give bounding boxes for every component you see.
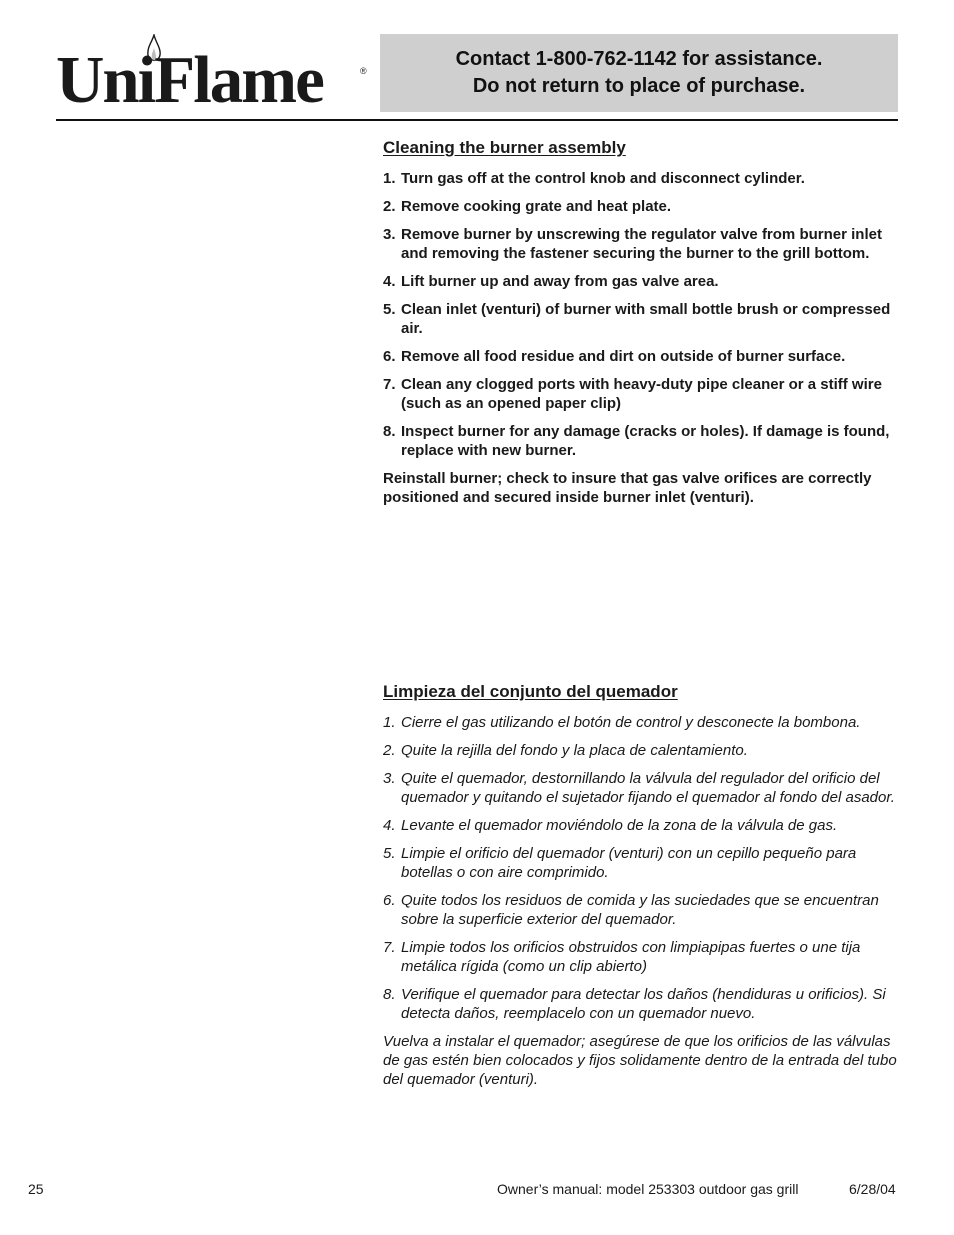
spanish-steps: [383, 713, 898, 1023]
step-text: Lift burner up and away from gas valve area.: [401, 273, 719, 290]
step-text: Limpie el orificio del quemador (venturi) con un cepillo pequeño para botellas o con aire comprimido.: [401, 845, 857, 881]
list-item: [383, 816, 898, 835]
page-number: 25: [28, 1181, 44, 1197]
list-item: [383, 197, 898, 216]
registered-mark: ®: [360, 66, 367, 76]
list-item: [383, 713, 898, 732]
step-number: 4.: [383, 273, 396, 290]
step-text: Turn gas off at the control knob and disconnect cylinder.: [401, 170, 805, 187]
step-number: 8.: [383, 423, 396, 440]
step-number: 4.: [383, 817, 396, 834]
brand-name: UniFlame: [56, 43, 323, 117]
step-text: Cierre el gas utilizando el botón de control y desconecte la bombona.: [401, 714, 861, 731]
list-item: [383, 169, 898, 188]
step-number: 7.: [383, 939, 396, 956]
list-item: [383, 375, 898, 413]
step-text: Levante el quemador moviéndolo de la zona de la válvula de gas.: [401, 817, 838, 834]
list-item: [383, 741, 898, 760]
step-text: Remove cooking grate and heat plate.: [401, 198, 672, 215]
step-text: Quite todos los residuos de comida y las suciedades que se encuentran sobre la superficie exterior del quemador.: [401, 892, 879, 928]
step-text: Remove all food residue and dirt on outside of burner surface.: [401, 348, 846, 365]
step-number: 1.: [383, 170, 396, 187]
spanish-title: Limpieza del conjunto del quemador: [383, 682, 678, 701]
step-number: 6.: [383, 892, 396, 909]
step-number: 2.: [383, 742, 396, 759]
list-item: [383, 225, 898, 263]
brand-logo: [56, 34, 372, 116]
step-text: Inspect burner for any damage (cracks or holes). If damage is found, replace with new burner.: [401, 423, 890, 459]
contact-line-1: Contact 1-800-762-1142 for assistance.: [455, 48, 823, 70]
step-text: Remove burner by unscrewing the regulator valve from burner inlet and removing the fastener securing the burner to the grill bottom.: [401, 226, 882, 262]
step-text: Clean any clogged ports with heavy-duty pipe cleaner or a stiff wire (such as an opened paper clip): [401, 376, 882, 412]
step-number: 5.: [383, 845, 396, 862]
list-item: [383, 891, 898, 929]
footer-date: 6/28/04: [849, 1181, 896, 1197]
step-number: 1.: [383, 714, 396, 731]
step-text: Verifique el quemador para detectar los daños (hendiduras u orificios). Si detecta daños, reemplacelo con un quemador nuevo.: [401, 986, 886, 1022]
list-item: [383, 844, 898, 882]
step-number: 3.: [383, 770, 396, 787]
list-item: [383, 938, 898, 976]
step-number: 8.: [383, 986, 396, 1003]
english-title: Cleaning the burner assembly: [383, 138, 626, 157]
step-number: 6.: [383, 348, 396, 365]
english-reinstall-note: Reinstall burner; check to insure that gas valve orifices are correctly positioned and secured inside burner inlet (venturi).: [383, 470, 872, 506]
english-section: [383, 138, 898, 507]
footer-manual-title: Owner’s manual: model 253303 outdoor gas grill: [497, 1181, 799, 1197]
step-number: 3.: [383, 226, 396, 243]
contact-line-2: Do not return to place of purchase.: [472, 75, 806, 97]
list-item: [383, 272, 898, 291]
list-item: [383, 422, 898, 460]
step-number: 7.: [383, 376, 396, 393]
step-number: 5.: [383, 301, 396, 318]
english-steps: [383, 169, 898, 460]
list-item: [383, 300, 898, 338]
spanish-section: [383, 682, 898, 1089]
spanish-reinstall-note: Vuelva a instalar el quemador; asegúrese de que los orificios de las válvulas de gas estén bien colocados y fijos solidamente dentro de la entrada del tubo del quemador (venturi).: [383, 1033, 897, 1088]
step-text: Clean inlet (venturi) of burner with small bottle brush or compressed air.: [401, 301, 891, 337]
list-item: [383, 769, 898, 807]
step-text: Quite la rejilla del fondo y la placa de calentamiento.: [401, 742, 748, 759]
step-number: 2.: [383, 198, 396, 215]
step-text: Limpie todos los orificios obstruidos con limpiapipas fuertes o une tija metálica rígida (como un clip abierto): [401, 939, 861, 975]
header-divider: [56, 119, 898, 121]
list-item: [383, 347, 898, 366]
contact-banner: [380, 34, 898, 112]
step-text: Quite el quemador, destornillando la válvula del regulador del orificio del quemador y quitando el sujetador fijando el quemador al fondo del asador.: [401, 770, 895, 806]
list-item: [383, 985, 898, 1023]
